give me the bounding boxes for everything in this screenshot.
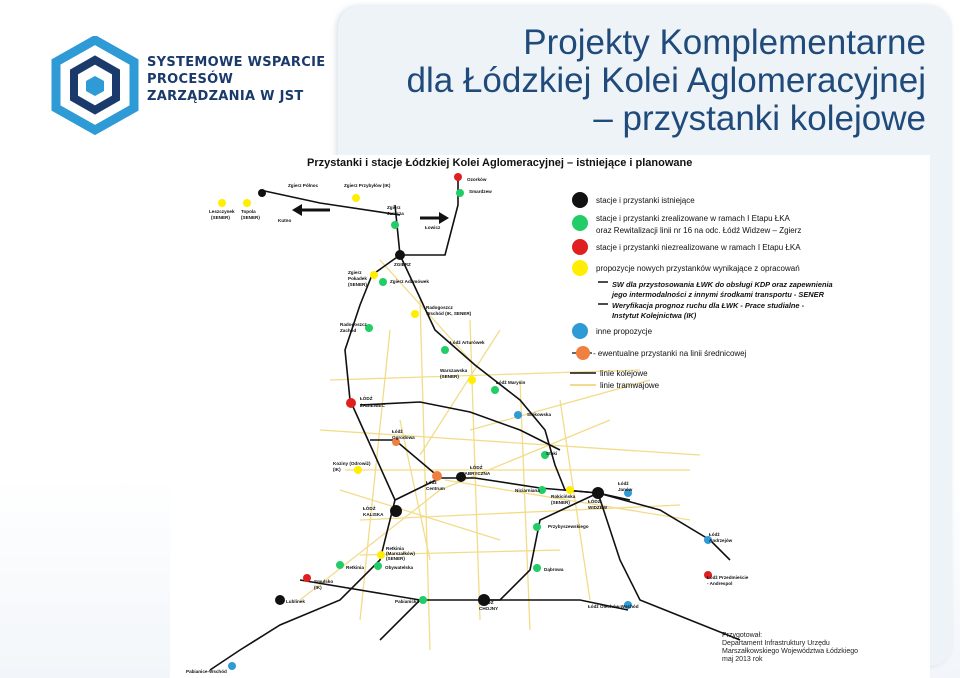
label-zgierz-jaracza-sub: Jaracza [387, 211, 404, 216]
label-zgierz: ZGIERZ [394, 262, 411, 267]
label-rokicinska: Rokicińska [551, 494, 576, 499]
label-zgierz-adamowek: Zgierz Adamówek [390, 279, 429, 284]
legend-proposals: propozycje nowych przystanków wynikające z opracowań [596, 264, 800, 273]
label-smulsko: Smulsko [314, 579, 334, 584]
brand-line-1: SYSTEMOWE WSPARCIE [147, 55, 326, 70]
station-topola [243, 199, 251, 207]
station-zgierz-pokadek [370, 271, 378, 279]
station-smardzew [456, 189, 464, 197]
label-janow-sub: Janów [618, 487, 633, 492]
label-centrum: Łódź [426, 480, 437, 485]
label-kutno: Kutno [278, 218, 292, 223]
label-zgierz-przybylow: Zgierz Przybyłów (IK) [344, 183, 391, 188]
label-andrzejow-sub: Andrzejów [709, 538, 733, 543]
label-kaliska-sub: KALISKA [363, 512, 384, 517]
station-rokicinska [566, 486, 574, 494]
legend-diametral-marker [576, 346, 590, 360]
station-retkinia-2 [336, 561, 344, 569]
label-pabianicka: Pabianicka [395, 599, 420, 604]
label-rokicinska-sub: (SENER) [551, 500, 570, 505]
label-lublinek: Lublinek [286, 599, 305, 604]
legend-proposals-marker [572, 260, 588, 276]
label-leszczynek-sub: (SENER) [211, 215, 230, 220]
legend-not-realized: stacje i przystanki niezrealizowane w ramach I Etapu ŁKA [596, 243, 801, 252]
label-widzew: ŁÓDŹ [588, 499, 601, 504]
label-smardzew: Smardzew [469, 189, 492, 194]
station-pabianice [228, 662, 236, 670]
station-radogoszcz-wschod [411, 310, 419, 318]
label-arturowek: Łódź Arturówek [450, 340, 485, 345]
station-zgierz-jaracza [391, 221, 399, 229]
label-olechow: Łódź Olechów-Wschód [588, 604, 639, 609]
label-andrzejow: Łódź [709, 532, 720, 537]
label-chojny-sub: CHOJNY [479, 606, 499, 611]
label-kozinki: Koziny (Odrowiż) [333, 461, 371, 466]
legend-not-realized-marker [572, 239, 588, 255]
legend-realized-marker [572, 215, 588, 231]
station-kozinki [354, 466, 362, 474]
legend-diametral: - ewentualne przystanki na linii średnicowej [593, 349, 747, 358]
credit-line-3: Marszałkowskiego Województwa Łódzkiego [722, 648, 859, 655]
station-zgierz-przybylow [352, 194, 360, 202]
label-zgierz-pokadek-sub1: Pokadek [348, 276, 367, 281]
label-janow: Łódź [618, 481, 629, 486]
legend-sw-1: SW dla przystosowania ŁWK do obsługi KDP oraz zapewnienia [612, 280, 833, 289]
label-topola: Topola [241, 209, 256, 214]
station-smulsko [303, 574, 311, 582]
label-leszczynek: Leszczynek [209, 209, 235, 214]
label-przedmiescie: Łódź Przedmieście [707, 575, 749, 580]
label-topola-sub: (SENER) [241, 215, 260, 220]
legend-sw-2: jego intermodalności z innymi środkami transportu - SENER [612, 290, 824, 299]
station-marysin [491, 386, 499, 394]
label-radogoszcz-zachod-sub: Zachód [340, 328, 357, 333]
station-obywatelska [374, 562, 382, 570]
label-zgierz-jaracza: Zgierz [387, 205, 401, 210]
station-lublinek [275, 595, 285, 605]
brand-line-3: ZARZĄDZANIA W JST [147, 89, 304, 104]
station-kaliska [390, 505, 402, 517]
legend-realized-2: oraz Rewitalizacji linii nr 16 na odc. Łódź Widzew – Zgierz [596, 226, 802, 235]
label-marysin: Łódź Marysin [496, 380, 526, 385]
legend-realized-1: stacje i przystanki zrealizowane w ramach I Etapu ŁKA [596, 214, 790, 223]
station-zgierz-polnoc [258, 189, 266, 197]
label-fabryczna: ŁÓDŹ [470, 465, 483, 470]
station-zgierz-adamowek [379, 278, 387, 286]
label-obywatelska: Obywatelska [385, 565, 414, 570]
label-niciarniana: Niciarniana [515, 488, 540, 493]
credit-line-1: Przygotował: [722, 632, 763, 639]
station-arturowek [441, 346, 449, 354]
label-pabianice: Pabianice-Wschód [186, 669, 227, 674]
label-retkinia-sub2: (SENER) [386, 556, 405, 561]
label-dabrowa: Dąbrowa [544, 567, 564, 572]
label-widzew-sub: WIDZEW [588, 505, 608, 510]
station-przybyszewskiego [533, 523, 541, 531]
label-zgierz-pokadek: Zgierz [348, 270, 362, 275]
label-chojny: ŁÓDŹ [481, 600, 494, 605]
legend-existing-marker [572, 192, 588, 208]
label-warszawska-sub: (SENER) [440, 374, 459, 379]
credit-line-4: maj 2013 rok [722, 656, 763, 663]
station-zgierz [395, 250, 405, 260]
label-radogoszcz-wschod: Radogoszcz [426, 305, 453, 310]
label-ozorkow: Ozorków [467, 177, 487, 182]
label-stokowska: Stokowska [527, 412, 551, 417]
legend-verif-2: Instytut Kolejnictwa (IK) [612, 311, 697, 320]
map-legend [570, 192, 833, 390]
label-zgierz-polnoc: Zgierz Północ [288, 183, 319, 188]
label-retkinia-2: Retkinia [346, 565, 364, 570]
title-line-1: Projekty Komplementarne [523, 23, 926, 62]
station-stokowska [514, 411, 522, 419]
direction-arrows [292, 204, 449, 224]
brand-line-2: PROCESÓW [147, 72, 234, 87]
station-ozorkow [454, 173, 462, 181]
label-centrum-sub: Centrum [426, 486, 445, 491]
label-radogoszcz-wschod-sub: Wschód (IK, SENER) [426, 311, 472, 316]
label-ogrodowa-sub: Ogrodowa [392, 435, 415, 440]
label-lowicz: Łowicz [425, 225, 441, 230]
label-retkinia: Retkinia [386, 546, 404, 551]
label-smulsko-sub: (IK) [314, 585, 322, 590]
station-dabrowa [533, 564, 541, 572]
legend-existing: stacje i przystanki istniejące [596, 196, 695, 205]
legend-other-marker [572, 323, 588, 339]
map-credit [722, 632, 858, 664]
label-retkinia-sub1: (Marszałków) [386, 551, 415, 556]
label-stoki: Stoki [546, 451, 558, 456]
legend-verif-1: Weryfikacja prognoz ruchu dla ŁWK - Prace studialne - [612, 301, 805, 310]
title-line-3: – przystanki kolejowe [593, 99, 926, 138]
station-leszczynek [218, 199, 226, 207]
legend-rail: linie kolejowe [600, 369, 648, 378]
arrow-lowicz-head [439, 212, 449, 224]
map-heading: Przystanki i stacje Łódzkiej Kolei Aglomeracyjnej – istniejące i planowane [307, 157, 693, 169]
arrow-kutno-head [292, 204, 302, 216]
label-warszawska: Warszawska [440, 368, 468, 373]
label-fabryczna-sub: FABRYCZNA [462, 471, 491, 476]
label-przybyszewskiego: Przybyszewskiego [548, 524, 589, 529]
label-przedmiescie-sub: - Andrespol [707, 581, 733, 586]
station-widzew [592, 487, 604, 499]
legend-tram: linie tramwajowe [600, 381, 660, 390]
station-retkinia [377, 551, 385, 559]
label-zgierz-pokadek-sub2: (SENER) [348, 282, 367, 287]
title-line-2: dla Łódzkiej Kolei Aglomeracyjnej [406, 61, 926, 100]
label-zabieniec-sub: ŻABIENIEC [360, 403, 385, 408]
label-kozinki-sub: (IK) [333, 467, 341, 472]
credit-line-2: Departament Infrastruktury Urzędu [722, 640, 830, 647]
station-warszawska [468, 376, 476, 384]
label-zabieniec: ŁÓDŹ [360, 396, 373, 401]
label-kaliska: ŁÓDŹ [363, 506, 376, 511]
station-pabianicka [419, 596, 427, 604]
legend-other: inne propozycje [596, 327, 653, 336]
station-zabieniec [346, 398, 356, 408]
label-radogoszcz-zachod: Radogoszcz [340, 322, 367, 327]
label-ogrodowa: Łódź [392, 429, 403, 434]
